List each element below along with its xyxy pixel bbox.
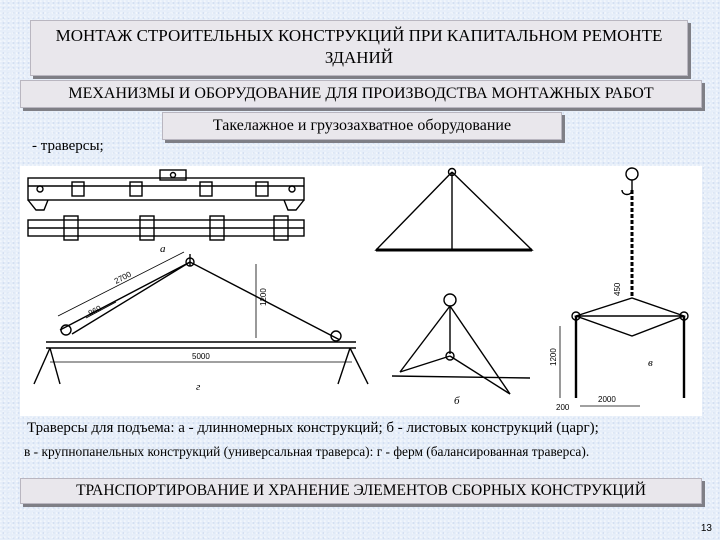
page-number: 13 xyxy=(700,523,712,534)
dim-1200: 1200 xyxy=(259,288,268,306)
dim-5000: 5000 xyxy=(192,352,210,361)
dim-2000: 2000 xyxy=(598,395,616,404)
label-v: в xyxy=(648,357,653,369)
dim-v-1200: 1200 xyxy=(549,348,558,366)
slide-title-text: МОНТАЖ СТРОИТЕЛЬНЫХ КОНСТРУКЦИЙ ПРИ КАПИТАЛЬНОМ РЕМОНТЕ ЗДАНИЙ xyxy=(55,26,663,67)
caption-line-1: Траверсы для подъема: а - длинномерных конструкций; б - листовых конструкций (царг); xyxy=(27,420,599,436)
dim-2700: 2700 xyxy=(112,269,133,286)
label-g: г xyxy=(196,381,201,393)
traverse-g-drawing xyxy=(34,252,368,384)
traverse-a-drawing xyxy=(28,170,304,240)
traverse-b-drawing xyxy=(376,169,532,395)
rigging-heading xyxy=(162,112,562,140)
section-subtitle-text: МЕХАНИЗМЫ И ОБОРУДОВАНИЕ ДЛЯ ПРОИЗВОДСТВА МОНТАЖНЫХ РАБОТ xyxy=(68,85,654,102)
dim-450: 450 xyxy=(613,282,622,296)
dim-200: 200 xyxy=(556,403,570,412)
traverse-v-drawing xyxy=(560,168,688,406)
traverse-drawing xyxy=(20,166,702,416)
rigging-heading-text: Такелажное и грузозахватное оборудование xyxy=(212,117,512,134)
label-a: а xyxy=(160,243,166,255)
label-b: б xyxy=(454,395,460,407)
transport-section-title-text: ТРАНСПОРТИРОВАНИЕ И ХРАНЕНИЕ ЭЛЕМЕНТОВ СБОРНЫХ КОНСТРУКЦИЙ xyxy=(76,482,646,499)
dim-960: 960 xyxy=(86,303,103,318)
traverse-list-item: - траверсы; xyxy=(32,138,104,154)
caption-line-2: в - крупнопанельных конструкций (универсальная траверса): г - ферм (балансированная траверса). xyxy=(24,444,590,459)
transport-section-title xyxy=(20,478,702,504)
section-subtitle xyxy=(20,80,702,108)
traverse-figure xyxy=(20,166,702,416)
slide-title xyxy=(30,20,688,76)
